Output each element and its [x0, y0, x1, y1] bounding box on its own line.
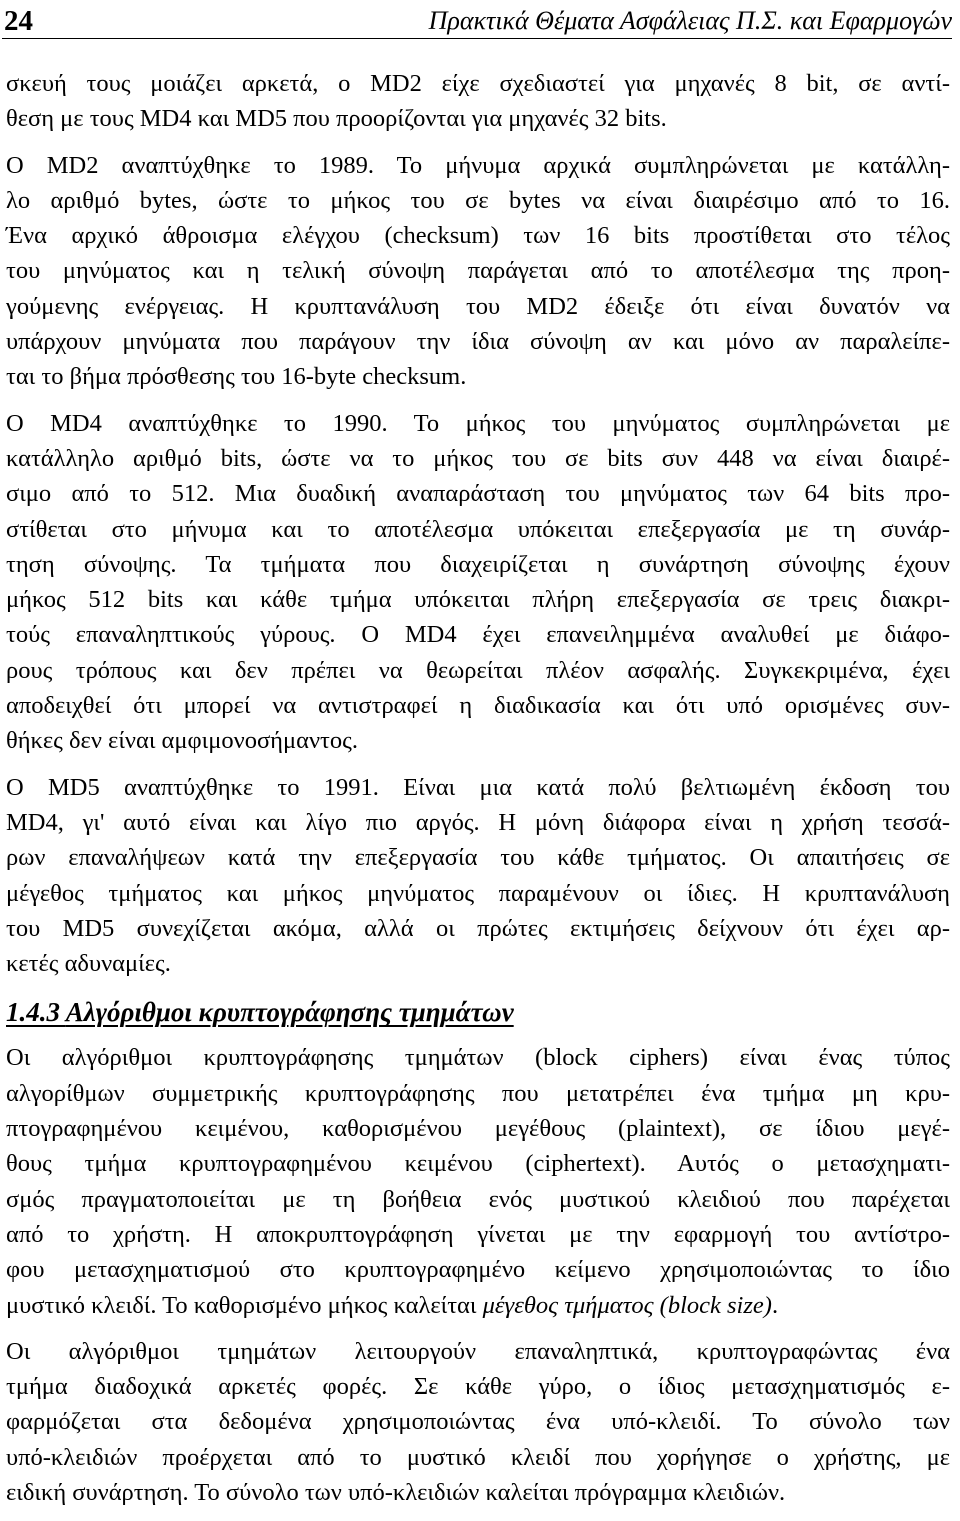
text-line: κατάλληλο αριθμό bits, ώστε να το μήκος του σε bits συν 448 να είναι διαιρέ- — [6, 444, 950, 472]
paragraph-md4 — [6, 406, 950, 759]
page-number: 24 — [4, 5, 33, 37]
text-line: ειδική συνάρτηση. Το σύνολο των υπό-κλειδιών καλείται πρόγραμμα κλειδιών. — [6, 1478, 786, 1506]
text-line: θεση με τους MD4 και MD5 που προορίζονται για μηχανές 32 bits. — [6, 105, 667, 133]
text-line: του μηνύματος και η τελική σύνοψη παράγεται από το αποτέλεσμα της προη- — [6, 257, 950, 285]
text-line: μήκος 512 bits και κάθε τμήμα υπόκειται πλήρη επεξεργασία σε τρεις διακρι- — [6, 586, 950, 614]
paragraph-md2 — [6, 148, 950, 395]
section-number: 1.4.3 — [6, 997, 60, 1028]
text-line: τούς επαναληπτικούς γύρους. Ο MD4 έχει επανειλημμένα αναλυθεί με διάφο- — [6, 621, 950, 649]
text-line: φαρμόζεται στα δεδομένα χρησιμοποιώντας ένα υπό-κλειδί. Το σύνολο των — [6, 1408, 950, 1436]
page-header — [2, 4, 952, 39]
text-line: αλγορίθμων συμμετρικής κρυπτογράφησης που μετατρέπει ένα τμήμα μη κρυ- — [6, 1079, 950, 1107]
text-line: γούμενης ενέργειας. Η κρυπτανάλυση του MD2 έδειξε ότι είναι δυνατόν να — [6, 292, 950, 320]
text-line: θους τμήμα κρυπτογραφημένου κειμένου (ciphertext). Αυτός ο μετασχηματι- — [6, 1150, 950, 1178]
text-line: σιμο από το 512. Μια δυαδική αναπαράσταση του μηνύματος των 64 bits προ- — [6, 480, 950, 508]
text-line: μέγεθος τμήματος και μήκος μηνύματος παραμένουν οι ίδιες. Η κρυπτανάλυση — [6, 879, 950, 907]
section-heading — [6, 992, 950, 1032]
text-line: Οι αλγόριθμοι τμημάτων λειτουργούν επαναληπτικά, κρυπτογραφώντας ένα — [6, 1337, 950, 1365]
text-line: τμήμα διαδοχικά αρκετές φορές. Σε κάθε γύρο, ο ίδιος μετασχηματισμός ε- — [6, 1373, 950, 1401]
text-line: φου μετασχηματισμού στο κρυπτογραφημένο κείμενο χρησιμοποιώντας το ίδιο — [6, 1256, 950, 1284]
section-title: Αλγόριθμοι κρυπτογράφησης τμημάτων — [65, 997, 514, 1028]
text-fragment: . — [771, 1291, 779, 1319]
text-line: κετές αδυναμίες. — [6, 950, 171, 978]
text-line: θήκες δεν είναι αμφιμονοσήμαντος. — [6, 727, 358, 755]
emphasized-term: μέγεθος τμήματος (block size) — [482, 1291, 772, 1319]
text-line: του MD5 συνεχίζεται ακόμα, αλλά οι πρώτες εκτιμήσεις δείχνουν ότι έχει αρ- — [6, 914, 950, 942]
text-line: MD4, γι' αυτό είναι και λίγο πιο αργός. Η μόνη διάφορα είναι η χρήση τεσσά- — [6, 808, 950, 836]
text-line: υπάρχουν μηνύματα που παράγουν την ίδια σύνοψη αν και μόνο αν παραλείπε- — [6, 328, 950, 356]
text-line: ρους τρόπους και δεν πρέπει να θεωρείται πλέον ασφαλής. Συγκεκριμένα, έχει — [6, 656, 950, 684]
paragraph-md-intro — [6, 66, 950, 137]
text-line: τηση σύνοψης. Τα τμήματα που διαχειρίζεται η συνάρτηση σύνοψης έχουν — [6, 550, 950, 578]
text-line: από το χρήστη. Η αποκρυπτογράφηση γίνεται με την εφαρμογή του αντίστρο- — [6, 1220, 950, 1248]
text-line: Ο MD2 αναπτύχθηκε το 1989. Το μήνυμα αρχικά συμπληρώνεται με κατάλλη- — [6, 151, 950, 179]
page-body — [6, 66, 950, 1521]
text-line: ρων επαναλήψεων κατά την επεξεργασία του κάθε τμήματος. Οι απαιτήσεις σε — [6, 844, 950, 872]
text-line: Ο MD4 αναπτύχθηκε το 1990. Το μήκος του μηνύματος συμπληρώνεται με — [6, 409, 950, 437]
running-title: Πρακτικά Θέματα Ασφάλειας Π.Σ. και Εφαρμογών — [428, 6, 952, 35]
text-line — [6, 1288, 950, 1323]
paragraph-iterative-rounds — [6, 1334, 950, 1510]
text-line: Ο MD5 αναπτύχθηκε το 1991. Είναι μια κατά πολύ βελτιωμένη έκδοση του — [6, 773, 950, 801]
text-fragment: μυστικό κλειδί. Το καθορισμένο μήκος καλείται — [6, 1291, 483, 1319]
paragraph-block-ciphers — [6, 1040, 950, 1322]
text-line: ται το βήμα πρόσθεσης του 16-byte checksum. — [6, 363, 467, 391]
text-line: στίθεται στο μήνυμα και το αποτέλεσμα υπόκειται επεξεργασία με τη συνάρ- — [6, 515, 950, 543]
text-line: σκευή τους μοιάζει αρκετά, ο MD2 είχε σχεδιαστεί για μηχανές 8 bit, σε αντί- — [6, 70, 950, 97]
text-line: αποδειχθεί ότι μπορεί να αντιστραφεί η διαδικασία και ότι υπό ορισμένες συν- — [6, 692, 950, 720]
paragraph-md5 — [6, 770, 950, 982]
text-line: σμός πραγματοποιείται με τη βοήθεια ενός μυστικού κλειδιού που παρέχεται — [6, 1185, 950, 1213]
text-line: υπό-κλειδιών προέρχεται από το μυστικό κλειδί που χορήγησε ο χρήστης, με — [6, 1443, 950, 1471]
text-line: Οι αλγόριθμοι κρυπτογράφησης τμημάτων (block ciphers) είναι ένας τύπος — [6, 1044, 950, 1072]
text-line: πτογραφημένου κειμένου, καθορισμένου μεγέθους (plaintext), σε ίδιου μεγέ- — [6, 1115, 950, 1143]
text-line: λο αριθμό bytes, ώστε το μήκος του σε bytes να είναι διαιρέσιμο από το 16. — [6, 186, 950, 214]
text-line: Ένα αρχικό άθροισμα ελέγχου (checksum) των 16 bits προστίθεται στο τέλος — [6, 222, 950, 250]
